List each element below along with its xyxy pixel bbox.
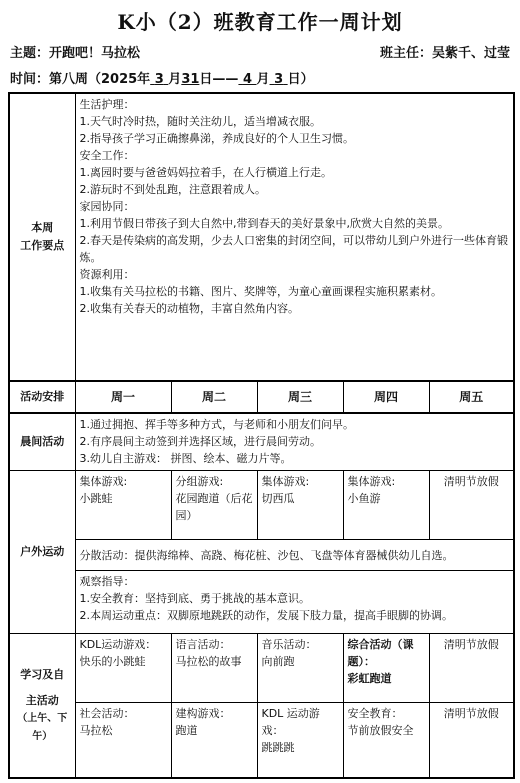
weekly-plan-table	[8, 92, 515, 779]
outdoor-games-row	[9, 471, 514, 540]
study-monday-2: 社会活动： 马拉松	[75, 703, 171, 779]
focus-line: 1.利用节假日带孩子到大自然中,带到春天的美好景象中,欣赏大自然的美景。	[79, 217, 449, 230]
theme-value: 开跑吧！马拉松	[49, 46, 141, 61]
date-separator: 日——	[199, 72, 239, 87]
outdoor-dispersed-row	[9, 540, 514, 571]
focus-line: 资源利用：	[79, 268, 135, 281]
outdoor-dispersed: 分散活动：提供海绵棒、高跷、梅花桩、沙包、飞盘等体育器械供幼儿自选。	[75, 540, 514, 571]
outdoor-game-thursday: 集体游戏: 小鱼游	[343, 471, 429, 540]
day-monday: 周一	[75, 381, 171, 413]
start-day: 31	[181, 72, 200, 87]
morning-line: 2.有序晨间主动签到并选择区域，进行晨间劳动。	[79, 435, 321, 448]
morning-content	[75, 413, 514, 471]
outdoor-game-friday: 清明节放假	[429, 471, 514, 540]
study-wednesday-1: 音乐活动： 向前跑	[257, 634, 343, 703]
study-monday-1: KDL运动游戏： 快乐的小跳蛙	[75, 634, 171, 703]
start-month: 3	[154, 72, 164, 87]
study-tuesday-1: 语言活动： 马拉松的故事	[171, 634, 257, 703]
focus-line: 2.春天是传染病的高发期，少去人口密集的封闭空间，可以带幼儿到户外进行一些体育锻炼。	[79, 234, 508, 264]
month-char: 月	[168, 72, 182, 87]
focus-line: 家园协同：	[79, 200, 135, 213]
focus-label: 本周 工作要点	[9, 93, 75, 381]
day-tuesday: 周二	[171, 381, 257, 413]
outdoor-game-tuesday: 分组游戏: 花园跑道（后花园）	[171, 471, 257, 540]
morning-line: 1.通过拥抱、挥手等多种方式，与老师和小朋友们问早。	[79, 418, 354, 431]
study-friday-1: 清明节放假	[429, 634, 514, 703]
theme-line	[10, 42, 140, 61]
day-thursday: 周四	[343, 381, 429, 413]
focus-line: 2.收集有关春天的动植物，丰富自然角内容。	[79, 302, 299, 315]
end-month: 4	[242, 72, 252, 87]
day-friday: 周五	[429, 381, 514, 413]
focus-content	[75, 93, 514, 381]
focus-row	[9, 93, 514, 381]
focus-line: 1.收集有关马拉松的书籍、图片、奖牌等，为童心童画课程实施积累素材。	[79, 285, 442, 298]
teacher-label: 班主任：	[379, 46, 432, 61]
study-row-1	[9, 634, 514, 703]
focus-line: 生活护理：	[79, 98, 135, 111]
study-wednesday-2: KDL 运动游戏： 跳跳跳	[257, 703, 343, 779]
focus-line: 安全工作：	[79, 149, 135, 162]
study-friday-2: 清明节放假	[429, 703, 514, 779]
outdoor-observe-row	[9, 571, 514, 634]
day-wednesday: 周三	[257, 381, 343, 413]
study-tuesday-2: 建构游戏： 跑道	[171, 703, 257, 779]
time-suffix: 日）	[287, 72, 314, 87]
focus-line: 2.游玩时不到处乱跑，注意跟着成人。	[79, 183, 266, 196]
morning-label: 晨间活动	[9, 413, 75, 471]
time-line	[10, 68, 314, 87]
study-thursday-2: 安全教育： 节前放假安全	[343, 703, 429, 779]
morning-line: 3.幼儿自主游戏： 拼图、绘本、磁力片等。	[79, 452, 292, 465]
study-label: 学习及自 主活动 （上午、下午）	[9, 634, 75, 779]
focus-line: 1.天气时冷时热，随时关注幼儿，适当增减衣服。	[79, 115, 321, 128]
end-day: 3	[274, 72, 284, 87]
month-char: 月	[256, 72, 270, 87]
schedule-row	[9, 381, 514, 413]
outdoor-game-wednesday: 集体游戏: 切西瓜	[257, 471, 343, 540]
outdoor-observe: 观察指导： 1.安全教育：坚持到底、勇于挑战的基本意识。 2.本周运动重点：双脚原地跳跃的动作，发展下肢力量，提高手眼脚的协调。	[75, 571, 514, 634]
focus-line: 2.指导孩子学习正确擦鼻涕，养成良好的个人卫生习惯。	[79, 132, 354, 145]
teacher-value: 吴紫千、过莹	[431, 46, 510, 61]
time-prefix: 时间：第八周（2025年	[10, 72, 151, 87]
schedule-label: 活动安排	[9, 381, 75, 413]
morning-row	[9, 413, 514, 471]
theme-label: 主题：	[10, 46, 50, 61]
study-row-2	[9, 703, 514, 779]
outdoor-label: 户外运动	[9, 471, 75, 634]
page-title: K小（2）班教育工作一周计划	[117, 10, 403, 34]
outdoor-game-monday: 集体游戏: 小跳蛙	[75, 471, 171, 540]
teacher-line	[380, 42, 510, 61]
study-thursday-1: 综合活动（课题）： 彩虹跑道	[343, 634, 429, 703]
focus-line: 1.离园时要与爸爸妈妈拉着手，在人行横道上行走。	[79, 166, 332, 179]
